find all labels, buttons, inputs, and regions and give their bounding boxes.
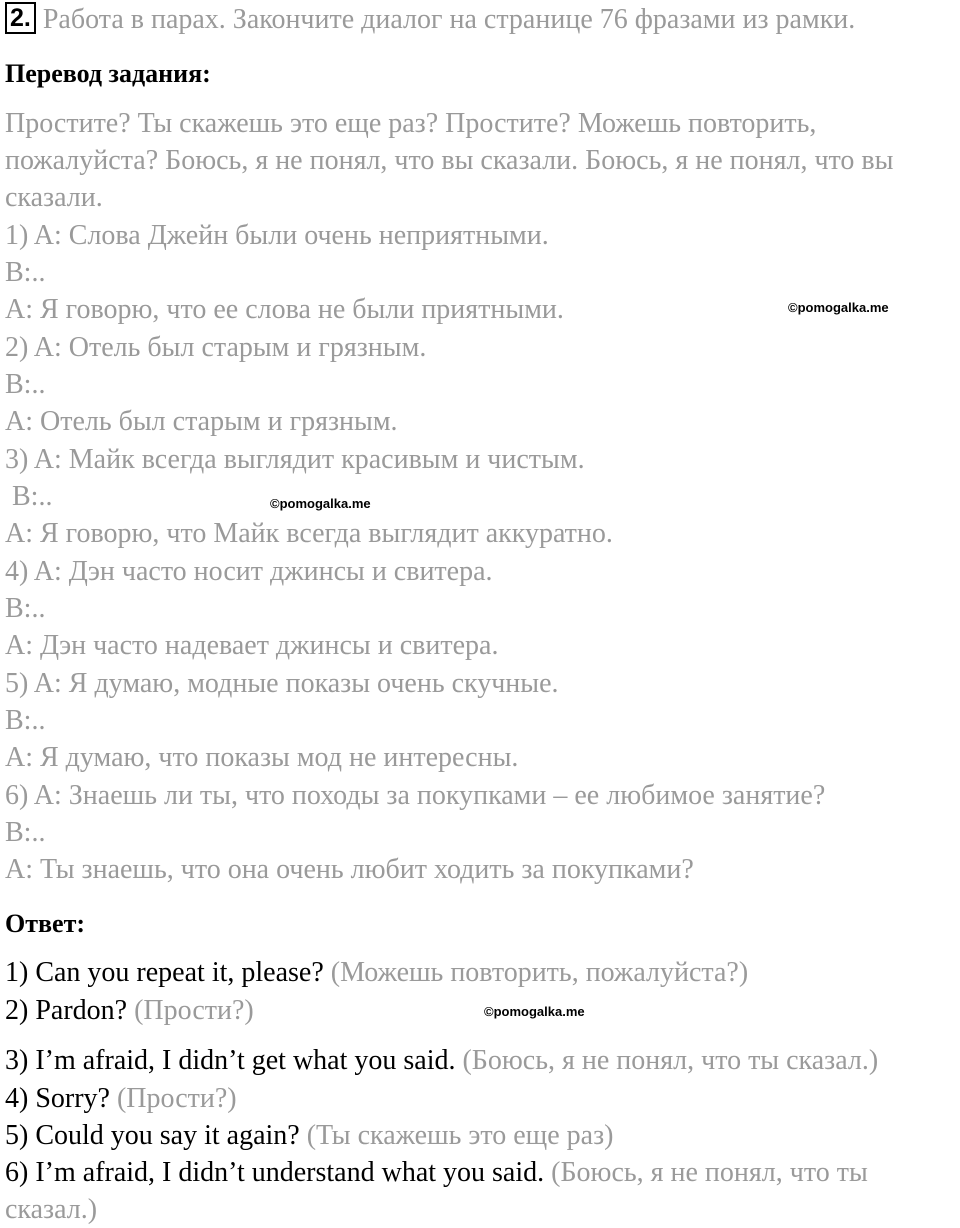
dialogue-line: A: Дэн часто надевает джинсы и свитера. [5, 630, 499, 661]
translation-intro-line: пожалуйста? Боюсь, я не понял, что вы сказали. Боюсь, я не понял, что вы [5, 145, 894, 176]
dialogue-line: A: Отель был старым и грязным. [5, 406, 398, 437]
answer-continuation: сказал.) [5, 1194, 98, 1225]
answer-english: 4) Sorry? [5, 1083, 110, 1114]
dialogue-line: 2) A: Отель был старым и грязным. [5, 332, 427, 363]
answer-item [5, 993, 254, 1029]
answer-item [5, 955, 748, 991]
dialogue-line: A: Ты знаешь, что она очень любит ходить за покупками? [5, 854, 694, 885]
translation-intro-line: Простите? Ты скажешь это еще раз? Простите? Можешь повторить, [5, 108, 817, 139]
answer-english: 3) I’m afraid, I didn’t get what you said. [5, 1045, 456, 1076]
dialogue-line: A: Я говорю, что ее слова не были приятными. [5, 294, 564, 325]
answer-english: 5) Could you say it again? [5, 1120, 300, 1151]
task-instruction: Работа в парах. Закончите диалог на странице 76 фразами из рамки. [42, 4, 856, 35]
watermark: ©pomogalka.me [484, 1004, 585, 1019]
answer-russian: (Боюсь, я не понял, что ты [551, 1157, 868, 1188]
dialogue-line: 5) A: Я думаю, модные показы очень скучные. [5, 668, 559, 699]
watermark: ©pomogalka.me [788, 300, 889, 315]
watermark: ©pomogalka.me [270, 496, 371, 511]
dialogue-line: B:.. [5, 705, 46, 736]
dialogue-line: B:.. [5, 369, 46, 400]
answer-english: 2) Pardon? [5, 995, 128, 1026]
translation-heading: Перевод задания: [5, 59, 211, 88]
dialogue-line: B:.. [5, 817, 46, 848]
dialogue-line: A: Я думаю, что показы мод не интересны. [5, 742, 519, 773]
dialogue-line: B:.. [5, 481, 53, 512]
answer-english: 6) I’m afraid, I didn’t understand what you said. [5, 1157, 545, 1188]
answer-russian: (Прости?) [116, 1083, 237, 1114]
translation-intro-line: сказали. [5, 182, 103, 213]
answer-russian: (Боюсь, я не понял, что ты сказал.) [462, 1045, 879, 1076]
answer-item [5, 1118, 613, 1154]
task-number-badge: 2. [5, 2, 36, 34]
dialogue-line: 3) A: Майк всегда выглядит красивым и чистым. [5, 444, 585, 475]
answer-russian: (Можешь повторить, пожалуйста?) [330, 957, 749, 988]
dialogue-line: A: Я говорю, что Майк всегда выглядит аккуратно. [5, 518, 613, 549]
dialogue-line: 6) A: Знаешь ли ты, что походы за покупками – ее любимое занятие? [5, 780, 826, 811]
answer-russian: (Прости?) [134, 995, 254, 1026]
answer-item [5, 1155, 868, 1191]
answer-russian: (Ты скажешь это еще раз) [306, 1120, 614, 1151]
task-header [5, 2, 855, 38]
answer-english: 1) Can you repeat it, please? [5, 957, 324, 988]
answer-item [5, 1081, 237, 1117]
answer-item [5, 1043, 878, 1079]
answer-heading: Ответ: [5, 909, 86, 938]
dialogue-line: B:.. [5, 257, 46, 288]
dialogue-line: B:.. [5, 593, 46, 624]
dialogue-line: 1) A: Слова Джейн были очень неприятными. [5, 220, 549, 251]
dialogue-line: 4) A: Дэн часто носит джинсы и свитера. [5, 556, 493, 587]
